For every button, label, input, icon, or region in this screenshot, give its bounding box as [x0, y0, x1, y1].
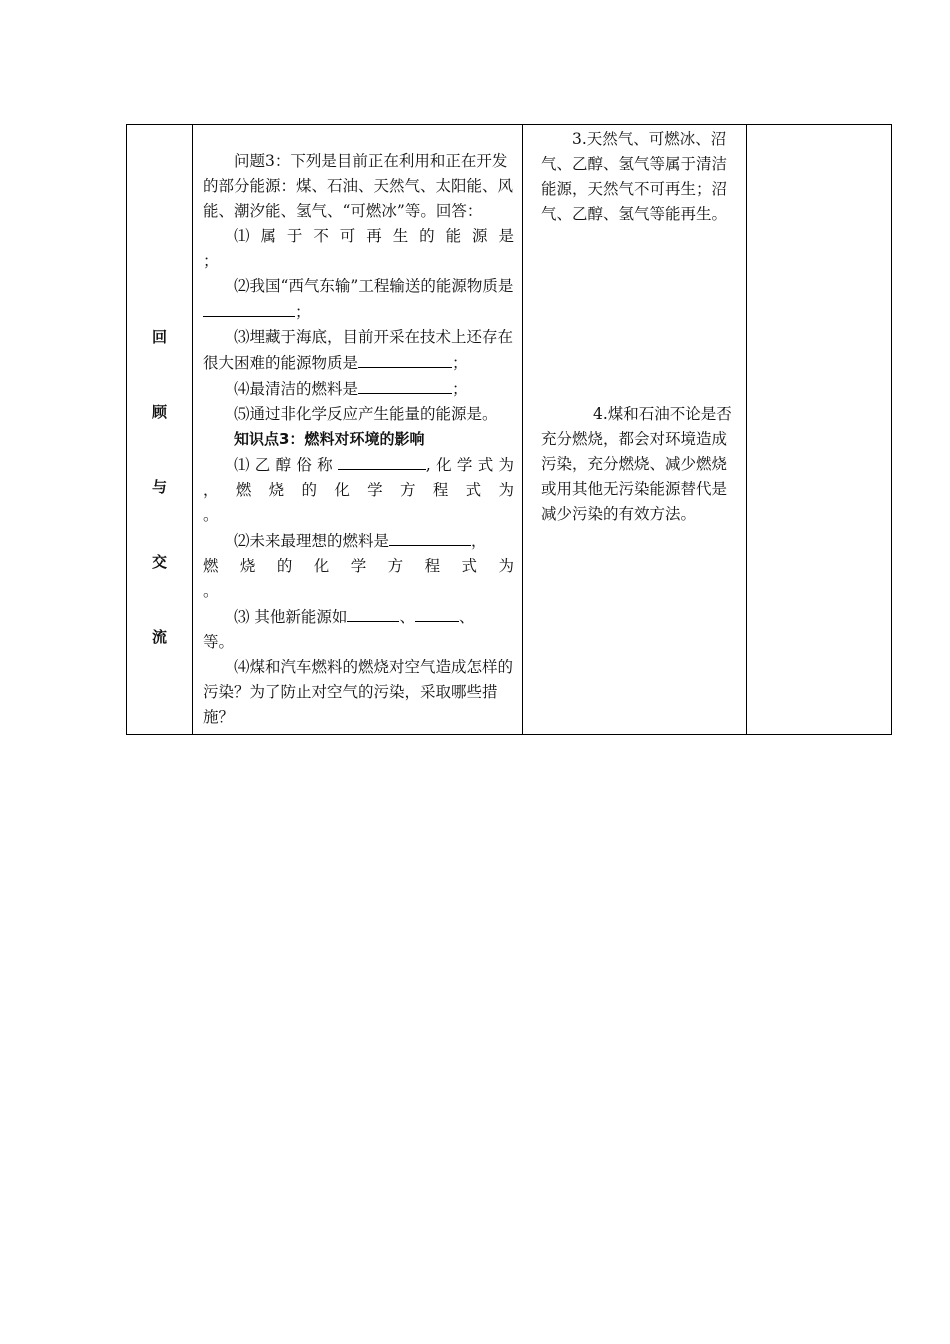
question3-item-4: ⑷最清洁的燃料是 ； [203, 376, 514, 402]
answer-blank [347, 604, 399, 622]
answer-blank [358, 376, 452, 394]
section-label-char: 流 [151, 628, 167, 646]
section-label [127, 125, 192, 700]
knowledge3-q2: ⑵未来最理想的燃料是 ， [203, 528, 514, 554]
question3-item-5: ⑸通过非化学反应产生能量的能源是。 [234, 405, 498, 423]
question3-item-2: ⑵我国“西气东输”工程输送的能源物质是； [203, 274, 514, 325]
answer-blank [338, 452, 426, 470]
knowledge3-q3: ⑶ 其他新能源如 、 、 [203, 604, 514, 630]
section-label-char: 回 [151, 328, 167, 346]
knowledge3-q1: ⑴乙醇俗称 ,化学式为 [203, 452, 514, 478]
section-label-char: 顾 [151, 403, 167, 421]
question3-item-1-end: ； [203, 252, 219, 270]
question3-item-1: ⑴ 属 于 不 可 再 生 的 能 源 是 [234, 227, 514, 245]
section-label-cell [127, 125, 193, 735]
answer-blank [415, 604, 459, 622]
lesson-table [126, 124, 892, 735]
knowledge3-q1-end: 。 [203, 506, 219, 524]
knowledge3-q4: ⑷煤和汽车燃料的燃烧对空气造成怎样的污染？为了防止对空气的污染，采取哪些措施？ [203, 658, 514, 726]
answer-blank [389, 528, 471, 546]
activity-cell [193, 125, 523, 735]
answer-4: 4.煤和石油不论是否充分燃烧，都会对环境造成污染，充分燃烧、减少燃烧或用其他无污染能源替代是减少污染的有效方法。 [541, 405, 732, 523]
question3-intro: 问题3：下列是目前正在利用和正在开发的部分能源：煤、石油、天然气、太阳能、风能、潮汐能、氢气、“可燃冰”等。回答： [203, 152, 514, 220]
section-label-char: 与 [151, 478, 167, 496]
knowledge3-q1-cont: ，燃烧的化学方程式为 [203, 481, 514, 499]
knowledge3-title: 知识点3：燃料对环境的影响 [234, 430, 425, 448]
knowledge3-q2-end: 。 [203, 582, 219, 600]
answer-3: 3.天然气、可燃冰、沼气、乙醇、氢气等属于清洁能源，天然气不可再生；沼气、乙醇、氢气等能再生。 [541, 130, 728, 223]
section-label-char: 交 [151, 553, 167, 571]
answer-cell [523, 125, 747, 735]
table-row [127, 125, 892, 735]
knowledge3-q3-end: 等。 [203, 633, 235, 651]
answer-blank [203, 299, 295, 317]
notes-cell [747, 125, 892, 735]
answer-blank [358, 350, 452, 368]
knowledge3-q2-cont: 燃烧的化学方程式为 [203, 557, 514, 575]
question3-item-3: ⑶埋藏于海底，目前开采在技术上还存在很大困难的能源物质是 ； [203, 328, 514, 372]
